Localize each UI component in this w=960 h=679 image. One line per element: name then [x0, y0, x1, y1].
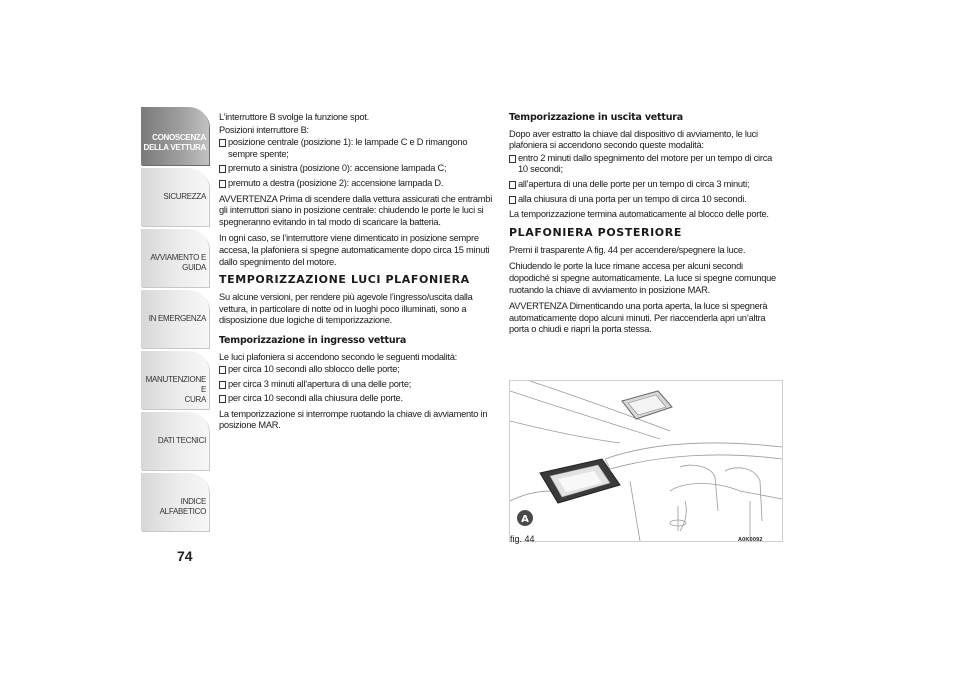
paragraph: Le luci plafoniera si accendono secondo le seguenti modalità: [219, 351, 457, 362]
list-item: posizione centrale (posizione 1): le lampade C e D rimangono sempre spente; [219, 137, 495, 160]
paragraph: Chiudendo le porte la luce rimane accesa per alcuni secondi dopodiché si spegne automaticamente. La luce si spegne comunque ruotando la chiave di avviamento in posizione MAR. [509, 261, 776, 295]
subsection-title: Temporizzazione in ingresso vettura [219, 334, 407, 346]
tab-sicurezza[interactable] [141, 168, 209, 226]
warning-paragraph: AVVERTENZA Prima di scendere dalla vettura assicurati che entrambi gli interruttori siano in posizione centrale: chiudendo le porte le luci si spegneranno evitando in tal modo di scaricare la batteria. [219, 193, 493, 227]
tab-manutenzione-e-cura[interactable] [141, 351, 209, 409]
tab-indice-alfabetico[interactable] [141, 473, 209, 531]
paragraph: La temporizzazione termina automaticamente al blocco delle porte. [509, 209, 769, 220]
paragraph: La temporizzazione si interrompe ruotando la chiave di avviamento in posizione MAR. [219, 408, 488, 431]
paragraph: L’interruttore B svolge la funzione spot. [219, 112, 369, 122]
list-item: alla chiusura di una porta per un tempo di circa 10 secondi. [509, 194, 781, 206]
entry-timing-list [219, 364, 495, 405]
tab-label: IN EMERGENZA [148, 314, 206, 323]
rear-ceiling-light-icon [622, 391, 672, 419]
tab-avviamento-e-guida[interactable] [141, 229, 209, 287]
list-item: entro 2 minuti dallo spegnimento del motore per un tempo di circa 10 secondi; [509, 153, 781, 176]
paragraph: Dopo aver estratto la chiave dal dispositivo di avviamento, le luci plafoniera si accendono secondo queste modalità: [509, 128, 758, 151]
tab-label: SICUREZZA [163, 192, 206, 201]
figure-rear-ceiling-light [509, 380, 783, 542]
chapter-tabs [141, 107, 209, 534]
section-title: PLAFONIERA POSTERIORE [509, 225, 682, 239]
list-item: all’apertura di una delle porte per un tempo di circa 3 minuti; [509, 179, 781, 191]
warning-paragraph: AVVERTENZA Dimenticando una porta aperta, la luce si spegnerà automaticamente dopo alcuni minuti. Per riaccenderla apri un’altra porta o chiudi e riapri la porta stessa. [509, 301, 768, 335]
tab-label: INDICE ALFABETICO [159, 497, 206, 516]
list-item: premuto a sinistra (posizione 0): accensione lampada C; [219, 163, 495, 175]
switch-positions-list [219, 137, 495, 189]
tab-label: CONOSCENZA DELLA VETTURA [143, 133, 206, 152]
figure-code: A0K0092 [738, 537, 763, 543]
list-item: per circa 10 secondi alla chiusura delle porte. [219, 393, 495, 405]
list-item: per circa 10 secondi allo sblocco delle porte; [219, 364, 495, 376]
tab-label: AVVIAMENTO E GUIDA [150, 253, 206, 272]
right-column [509, 112, 781, 341]
callout-a-label: A [521, 514, 529, 525]
paragraph: Su alcune versioni, per rendere più agevole l’ingresso/uscita dalla vettura, in particolare di notte od in luoghi poco illuminati, sono a disposizione due logiche di temporizzazione. [219, 292, 473, 326]
car-interior-illustration [510, 381, 782, 541]
left-column [219, 112, 495, 437]
tab-in-emergenza[interactable] [141, 290, 209, 348]
tab-dati-tecnici[interactable] [141, 412, 209, 470]
exit-timing-list [509, 153, 781, 205]
tab-conoscenza-della-vettura[interactable] [141, 107, 209, 165]
tab-label: DATI TECNICI [157, 436, 206, 445]
subsection-title: Temporizzazione in uscita vettura [509, 112, 683, 123]
list-item: premuto a destra (posizione 2): accensione lampada D. [219, 178, 495, 190]
list-item: per circa 3 minuti all’apertura di una delle porte; [219, 379, 495, 391]
paragraph: Premi il trasparente A fig. 44 per accendere/spegnere la luce. [509, 244, 746, 255]
paragraph: Posizioni interruttore B: [219, 124, 309, 135]
figure-caption: fig. 44 [510, 534, 535, 544]
paragraph: In ogni caso, se l’interruttore viene dimenticato in posizione sempre accesa, la plafoniera si spegne automaticamente dopo circa 15 minuti dallo spegnimento del motore. [219, 233, 490, 267]
page-number: 74 [177, 548, 193, 564]
section-title: TEMPORIZZAZIONE LUCI PLAFONIERA [219, 273, 470, 287]
tab-label: MANUTENZIONE E CURA [145, 375, 206, 404]
